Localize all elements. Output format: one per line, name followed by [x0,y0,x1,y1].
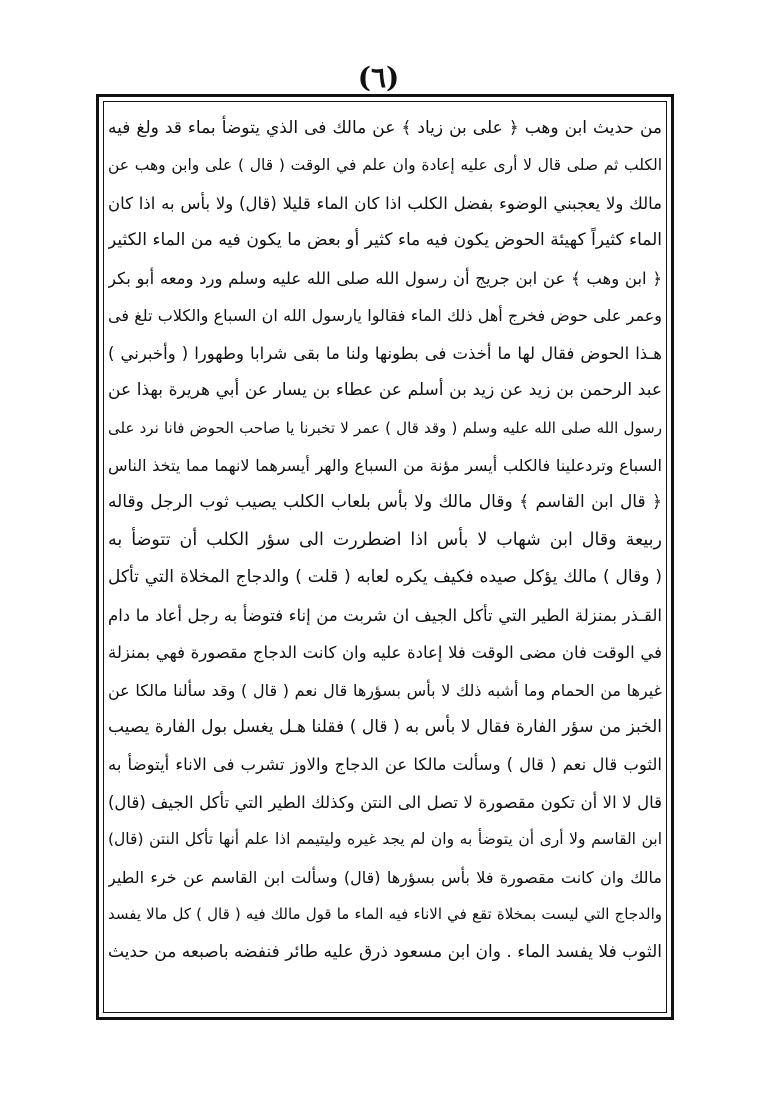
text-body [108,110,662,971]
text-line: في الوقت فان مضى الوقت فلا إعادة عليه وان كانت الدجاج مقصورة فهي بمنزلة [108,643,662,663]
text-line: ﴿ قال ابن القاسم ﴾ وقال مالك ولا بأس بلعاب الكلب يصيب ثوب الرجل وقاله [108,492,662,513]
text-line: الماء كثيراً كهيئة الحوض يكون فيه ماء كثير أو بعض ما يكون فيه من الماء الكثير [108,230,662,251]
text-line: مالك وان كانت مقصورة فلا بأس بسؤرها (قال) وسألت ابن القاسم عن خرء الطير [108,867,662,887]
text-line: عبد الرحمن بن زيد عن زيد بن أسلم عن عطاء بن يسار عن أبي هريرة بهذا عن [108,380,662,401]
text-line: وعمر على حوض فخرج أهل ذلك الماء فقالوا يارسول الله ان السباع والكلاب تلغ فى [108,306,662,326]
text-line: القـذر بمنزلة الطير التي تأكل الجيف ان شربت من إناء فتوضأ به رجل أعاد ما دام [108,605,662,625]
page-number: (٦) [357,61,400,94]
text-line: غيرها من الحمام وما أشبه ذلك لا بأس بسؤرها قال نعم ( قال ) وقد سألنا مالكا عن [108,680,662,700]
text-line: من حديث ابن وهب ﴿ على بن زياد ﴾ عن مالك فى الذي يتوضأ بماء قد ولغ فيه [108,118,662,138]
text-line: الثوب فلا يفسد الماء . وان ابن مسعود ذرق عليه طائر فنفضه باصبعه من حديث [108,941,662,962]
text-line: الخبز من سؤر الفارة فقال لا بأس به ( قال ) فقلنا هـل يغسل بول الفارة يصيب [108,717,662,737]
text-line: قال لا الا أن تكون مقصورة لا تصل الى النتن وكذلك الطير التي تأكل الجيف (قال) [108,792,662,812]
text-line: هـذا الحوض فقال لها ما أخذت فى بطونها ولنا ما بقى شرابا وطهورا ( وأخبرني ) [108,343,662,363]
text-line: مالك ولا يعجبني الوضوء بفضل الكلب اذا كان الماء قليلا (قال) ولا بأس به اذا كان [108,193,662,213]
text-line: ( وقال ) مالك يؤكل صيده فكيف يكره لعابه ( قلت ) والدجاج المخلاة التي تأكل [108,567,662,588]
text-line: رسول الله صلى الله عليه وسلم ( وقد قال ) عمر لا تخبرنا يا صاحب الحوض فانا نرد على [108,418,662,437]
text-line: ابن القاسم ولا أرى أن يتوضأ به وان لم يجد غيره وليتيمم اذا علم أنها تأكل النتن (قال) [108,830,662,849]
text-line: الثوب قال نعم ( قال ) وسألت مالكا عن الدجاج والاوز تشرب فى الاناء أيتوضأ به [108,755,662,775]
text-line: ربيعة وقال ابن شهاب لا بأس اذا اضطررت الى سؤر الكلب أن تتوضأ به [108,529,662,550]
text-line: ﴿ ابن وهب ﴾ عن ابن جريج أن رسول الله صلى الله عليه وسلم ورد ومعه أبو بكر [108,268,662,288]
text-line: الكلب ثم صلى قال لا أرى عليه إعادة وان علم في الوقت ( قال ) على وابن وهب عن [108,156,662,175]
text-line: والدجاج التي ليست بمخلاة تقع في الاناء فيه الماء ما قول مالك فيه ( قال ) كل مالا يفسد [108,905,662,924]
text-line: السباع وتردعلينا فالكلب أيسر مؤنة من السباع والهر أيسرهما لانهما مما يتخذ الناس [108,455,662,475]
